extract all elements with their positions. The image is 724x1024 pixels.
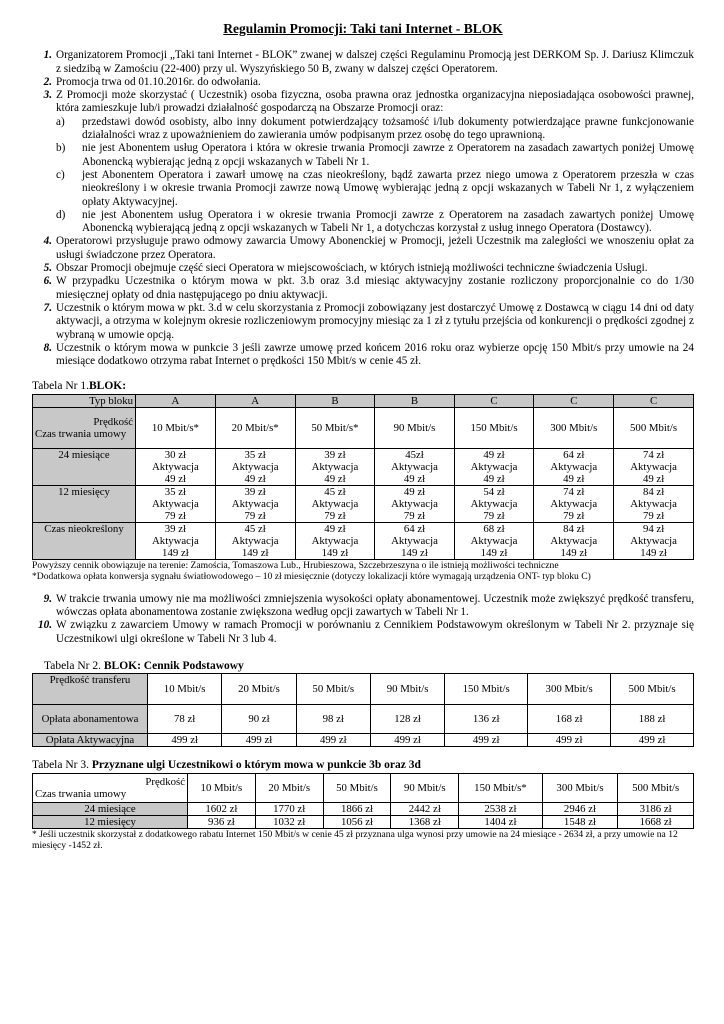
sub-item-letter: d) bbox=[56, 208, 66, 221]
value-cell: 136 zł bbox=[445, 705, 528, 734]
speed-cell: 50 Mbit/s bbox=[296, 674, 370, 705]
speed-cell: 90 Mbit/s bbox=[375, 407, 454, 448]
item-text: Promocja trwa od 01.10.2016r. do odwołania. bbox=[56, 75, 261, 88]
price-cell bbox=[215, 485, 295, 522]
item-text: W trakcie trwania umowy nie ma możliwości zmniejszenia wysokości opłaty abonamentowej. Uczestnik może zwiększyć prędkość transferu, wówczas opłata abonamentowa zostanie zwiększona według opcji zawartych w Tabeli Nr 1. bbox=[56, 592, 694, 619]
speed-cell: 20 Mbit/s bbox=[255, 773, 323, 802]
value-cell: 1668 zł bbox=[618, 815, 694, 828]
value-cell: 936 zł bbox=[188, 815, 256, 828]
header-corner-cell bbox=[33, 407, 136, 448]
price-cell bbox=[375, 485, 454, 522]
table-row bbox=[33, 705, 694, 734]
speed-cell: 20 Mbit/s bbox=[222, 674, 296, 705]
row-label-cell: Opłata Aktywacyjna bbox=[33, 734, 148, 747]
list-item bbox=[32, 302, 694, 342]
price-act: Aktywacja bbox=[391, 460, 438, 473]
price-fee: 149 zł bbox=[560, 546, 588, 559]
item-number: 4. bbox=[43, 235, 52, 248]
price-cell bbox=[614, 448, 694, 485]
sub-item-letter: b) bbox=[56, 142, 66, 155]
price-price: 49 zł bbox=[324, 522, 346, 535]
price-fee: 49 zł bbox=[642, 472, 665, 485]
table1-caption-bold: BLOK: bbox=[89, 380, 127, 393]
price-act: Aktywacja bbox=[550, 460, 598, 473]
price-cell bbox=[534, 522, 614, 559]
price-price: 39 zł bbox=[244, 485, 266, 498]
rules-sublist bbox=[32, 116, 694, 236]
price-cell bbox=[215, 522, 295, 559]
price-price: 64 zł bbox=[403, 522, 426, 535]
speed-cell: 500 Mbit/s bbox=[611, 674, 694, 705]
price-cell bbox=[295, 522, 375, 559]
price-cell bbox=[614, 522, 694, 559]
price-price: 45 zł bbox=[244, 522, 266, 535]
value-cell: 1032 zł bbox=[255, 815, 323, 828]
value-cell: 499 zł bbox=[222, 734, 296, 747]
price-price: 49 zł bbox=[483, 448, 505, 461]
speed-cell: 150 Mbit/s* bbox=[459, 773, 542, 802]
price-price: 74 zł bbox=[642, 448, 665, 461]
table-row bbox=[33, 773, 694, 802]
price-act: Aktywacja bbox=[470, 460, 518, 473]
value-cell: 499 zł bbox=[611, 734, 694, 747]
price-act: Aktywacja bbox=[550, 534, 598, 547]
price-act: Aktywacja bbox=[311, 497, 359, 510]
speed-cell: 50 Mbit/s* bbox=[295, 407, 375, 448]
speed-cell: 90 Mbit/s bbox=[391, 773, 459, 802]
price-fee: 49 zł bbox=[164, 472, 187, 485]
item-number: 7. bbox=[43, 301, 52, 314]
table3 bbox=[32, 773, 694, 829]
price-cell bbox=[295, 448, 375, 485]
row-label-cell: Czas nieokreślony bbox=[33, 522, 136, 559]
item-number: 8. bbox=[43, 341, 52, 354]
value-cell: 1548 zł bbox=[542, 815, 618, 828]
sub-item-text: jest Abonentem Operatora i zawarł umowę na czas nieokreślony, bądź zawarta przez niego umowa z Operatorem przeszła w czas nieokreślony i w okresie trwania Promocji zawrze nową Umowę wybierając jedną z opcji wskazanych w Tabeli Nr 1, z wyłączeniem opłaty Aktywacyjnej. bbox=[82, 168, 694, 208]
table3-note: * Jeśli uczestnik skorzystał z dodatkowego rabatu Internet 150 Mbit/s w cenie 45 zł przyznana ulga wynosi przy umowie na 24 miesiące - 2634 zł, a przy umowie na 12 miesięcy -1452 zł. bbox=[32, 828, 678, 851]
table3-caption-prefix: Tabela Nr 3. bbox=[32, 759, 92, 772]
price-price: 45 zł bbox=[324, 485, 346, 498]
price-act: Aktywacja bbox=[391, 497, 438, 510]
value-cell: 3186 zł bbox=[618, 802, 694, 815]
value-cell: 78 zł bbox=[148, 705, 222, 734]
speed-cell: 150 Mbit/s bbox=[445, 674, 528, 705]
sub-item bbox=[56, 116, 694, 143]
value-cell: 98 zł bbox=[296, 705, 370, 734]
value-cell: 1770 zł bbox=[255, 802, 323, 815]
price-price: 84 zł bbox=[642, 485, 665, 498]
row-label-cell: 24 miesiące bbox=[33, 802, 188, 815]
type-cell: B bbox=[295, 394, 375, 407]
list-item bbox=[32, 275, 694, 302]
price-act: Aktywacja bbox=[152, 497, 199, 510]
table1-note2: *Dodatkowa opłata konwersja sygnału światłowodowego – 10 zł miesięcznie (dotyczy lokalizacji które wymagają urządzenia ONT- typ bloku C) bbox=[32, 571, 591, 583]
value-cell: 90 zł bbox=[222, 705, 296, 734]
sub-item-text: nie jest Abonentem usług Operatora i w okresie trwania Promocji zawrze z Operatorem na zasadach zawartych poniżej Umowę Abonencką wybierającą jedną z opcji wskazanych w Tabeli Nr 1, a dotychczas korzystał z usług innego Operatora (Dostawcy). bbox=[82, 208, 694, 235]
table2-caption bbox=[32, 660, 694, 673]
price-cell bbox=[215, 448, 295, 485]
item-text: Operatorowi przysługuje prawo odmowy zawarcia Umowy Abonenckiej w Promocji, jeżeli Uczestnik ma zaległości we wnoszeniu opłat za usługi świadczone przez Operatora. bbox=[56, 235, 694, 261]
price-price: 35 zł bbox=[244, 448, 266, 461]
price-act: Aktywacja bbox=[152, 534, 199, 547]
value-cell: 499 zł bbox=[445, 734, 528, 747]
price-fee: 49 zł bbox=[324, 472, 346, 485]
price-act: Aktywacja bbox=[630, 497, 677, 510]
list-item bbox=[32, 342, 694, 369]
type-cell: A bbox=[136, 394, 216, 407]
table-row bbox=[33, 485, 694, 522]
list-item bbox=[32, 49, 694, 76]
table1-note1: Powyższy cennik obowiązuje na terenie: Zamościa, Tomaszowa Lub., Hrubieszowa, Szczebrzeszyna o ile istnieją możliwości techniczne bbox=[32, 559, 559, 571]
value-cell: 188 zł bbox=[611, 705, 694, 734]
price-act: Aktywacja bbox=[231, 460, 279, 473]
price-cell bbox=[295, 485, 375, 522]
sub-item-letter: a) bbox=[56, 115, 65, 128]
table-row bbox=[33, 674, 694, 705]
speed-cell: 300 Mbit/s bbox=[534, 407, 614, 448]
speed-cell: 150 Mbit/s bbox=[454, 407, 534, 448]
speed-cell: 500 Mbit/s bbox=[618, 773, 694, 802]
price-cell bbox=[375, 522, 454, 559]
speed-cell: 500 Mbit/s bbox=[614, 407, 694, 448]
table3-caption-bold: Przyznane ulgi Uczestnikowi o którym mowa w punkcie 3b oraz 3d bbox=[91, 759, 421, 772]
duration-label: Czas trwania umowy bbox=[35, 427, 127, 440]
price-cell bbox=[136, 522, 216, 559]
rules-list-2 bbox=[32, 235, 694, 368]
price-price: 39 zł bbox=[324, 448, 346, 461]
price-price: 84 zł bbox=[563, 522, 585, 535]
price-fee: 49 zł bbox=[483, 472, 505, 485]
value-cell: 499 zł bbox=[528, 734, 611, 747]
speed-cell: 10 Mbit/s bbox=[148, 674, 222, 705]
price-cell bbox=[375, 448, 454, 485]
item-number: 9. bbox=[43, 592, 52, 605]
price-act: Aktywacja bbox=[630, 534, 677, 547]
price-cell bbox=[454, 448, 534, 485]
table-row bbox=[33, 407, 694, 448]
price-price: 39 zł bbox=[164, 522, 187, 535]
item-text: Z Promocji może skorzystać ( Uczestnik) osoba fizyczna, osoba prawna oraz jednostka organizacyjna nieposiadająca osobowości prawnej, która zamieszkuje lub/i prowadzi działalność gospodarczą na Obszarze Promocji oraz: bbox=[56, 89, 694, 115]
type-cell: C bbox=[614, 394, 694, 407]
price-price: 54 zł bbox=[483, 485, 505, 498]
price-fee: 79 zł bbox=[164, 509, 187, 522]
value-cell: 128 zł bbox=[370, 705, 444, 734]
price-cell bbox=[454, 485, 534, 522]
value-cell: 2946 zł bbox=[542, 802, 618, 815]
item-number: 5. bbox=[43, 262, 52, 275]
type-cell: A bbox=[215, 394, 295, 407]
price-act: Aktywacja bbox=[231, 497, 279, 510]
price-fee: 149 zł bbox=[480, 546, 508, 559]
type-cell: C bbox=[454, 394, 534, 407]
item-text: Uczestnik o którym mowa w pkt. 3.d w celu skorzystania z Promocji zobowiązany jest dostarczyć Umowę z Dostawcą w ciągu 14 dni od daty aktywacji, a otrzyma w kolejnym okresie rozliczeniowym promocyjny miesiąc za 1 zł z tytułu przejścia od konkurencji o prędkości zgodnej z wybraną w umowie opcją. bbox=[56, 301, 694, 341]
speed-label: Prędkość bbox=[145, 775, 185, 788]
price-fee: 49 zł bbox=[563, 472, 585, 485]
price-price: 49 zł bbox=[403, 485, 426, 498]
price-fee: 149 zł bbox=[241, 546, 269, 559]
table2 bbox=[32, 673, 694, 747]
type-label-cell: Typ bloku bbox=[33, 394, 136, 407]
item-number: 2. bbox=[43, 75, 52, 88]
price-act: Aktywacja bbox=[231, 534, 279, 547]
item-number: 10. bbox=[38, 619, 52, 632]
price-price: 45zł bbox=[405, 448, 424, 461]
speed-label: Prędkość bbox=[93, 415, 133, 428]
price-fee: 79 zł bbox=[483, 509, 505, 522]
speed-label-cell: Prędkość transferu bbox=[33, 674, 148, 705]
price-fee: 149 zł bbox=[162, 546, 189, 559]
row-label-cell: Opłata abonamentowa bbox=[33, 705, 148, 734]
price-price: 64 zł bbox=[563, 448, 585, 461]
price-cell bbox=[454, 522, 534, 559]
list-item bbox=[32, 89, 694, 116]
table-row bbox=[33, 734, 694, 747]
type-cell: C bbox=[534, 394, 614, 407]
table1-caption bbox=[32, 380, 694, 393]
price-act: Aktywacja bbox=[311, 460, 359, 473]
speed-cell: 10 Mbit/s bbox=[188, 773, 256, 802]
duration-label: Czas trwania umowy bbox=[35, 787, 127, 800]
price-fee: 149 zł bbox=[640, 546, 667, 559]
table3-caption bbox=[32, 759, 694, 772]
table2-caption-bold: BLOK: Cennik Podstawowy bbox=[103, 659, 244, 672]
list-item bbox=[32, 76, 694, 89]
value-cell: 1056 zł bbox=[323, 815, 391, 828]
price-fee: 79 zł bbox=[403, 509, 426, 522]
value-cell: 2442 zł bbox=[391, 802, 459, 815]
price-cell bbox=[614, 485, 694, 522]
row-label-cell: 12 miesięcy bbox=[33, 485, 136, 522]
speed-cell: 90 Mbit/s bbox=[370, 674, 444, 705]
price-act: Aktywacja bbox=[152, 460, 199, 473]
item-number: 1. bbox=[43, 49, 52, 62]
sub-item-text: nie jest Abonentem usług Operatora i która w okresie trwania Promocji zawrze z Operatorem na zasadach zawartych poniżej Umowę Abonencką wybierając jedną z opcji wskazanych w Tabeli Nr 1. bbox=[82, 142, 694, 168]
price-fee: 149 zł bbox=[401, 546, 428, 559]
price-act: Aktywacja bbox=[391, 534, 438, 547]
value-cell: 499 zł bbox=[296, 734, 370, 747]
rules-list-3 bbox=[32, 593, 694, 646]
price-act: Aktywacja bbox=[311, 534, 359, 547]
item-text: W związku z zawarciem Umowy w ramach Promocji w porównaniu z Cennikiem Podstawowym określonym w Tabeli Nr 2. przyznaje się Uczestnikowi ulgi określone w Tabeli Nr 3 lub 4. bbox=[56, 619, 694, 645]
price-fee: 79 zł bbox=[244, 509, 266, 522]
list-item bbox=[32, 235, 694, 262]
speed-cell: 10 Mbit/s* bbox=[136, 407, 216, 448]
sub-item-text: przedstawi dowód osobisty, albo inny dokument potwierdzający tożsamość i/lub dokumenty potwierdzające prawne funkcjonowanie działalności wraz z upoważnieniem do zawierania umów podpisanym przez osobę do tego uprawnioną. bbox=[82, 115, 694, 142]
value-cell: 168 zł bbox=[528, 705, 611, 734]
page-title: Regulamin Promocji: Taki tani Internet - BLOK bbox=[223, 21, 503, 36]
sub-item bbox=[56, 169, 694, 209]
table1-caption-prefix: Tabela Nr 1. bbox=[32, 380, 89, 393]
price-price: 68 zł bbox=[483, 522, 505, 535]
price-cell bbox=[534, 485, 614, 522]
speed-cell: 20 Mbit/s* bbox=[215, 407, 295, 448]
value-cell: 499 zł bbox=[148, 734, 222, 747]
value-cell: 1602 zł bbox=[188, 802, 256, 815]
item-text: Uczestnik o którym mowa w punkcie 3 jeśli zawrze umowę przed końcem 2016 roku oraz wybierze opcję 150 Mbit/s przy umowie na 24 miesiące dodatkowo otrzyma rabat Internet o prędkości 150 Mbit/s w cenie 45 zł. bbox=[56, 341, 694, 368]
row-label-cell: 24 miesiące bbox=[33, 448, 136, 485]
price-fee: 79 zł bbox=[642, 509, 665, 522]
price-fee: 79 zł bbox=[563, 509, 585, 522]
value-cell: 1866 zł bbox=[323, 802, 391, 815]
price-fee: 49 zł bbox=[244, 472, 266, 485]
row-label-cell: 12 miesięcy bbox=[33, 815, 188, 828]
value-cell: 2538 zł bbox=[459, 802, 542, 815]
price-cell bbox=[136, 485, 216, 522]
price-fee: 49 zł bbox=[403, 472, 426, 485]
price-act: Aktywacja bbox=[470, 497, 518, 510]
price-act: Aktywacja bbox=[470, 534, 518, 547]
item-text: W przypadku Uczestnika o którym mowa w pkt. 3.b oraz 3.d miesiąc aktywacyjny zostanie rozliczony proporcjonalnie co do 1/30 miesięcznej opłaty od dnia następującego po dniu aktywacji. bbox=[56, 275, 694, 301]
price-fee: 149 zł bbox=[321, 546, 349, 559]
sub-item bbox=[56, 142, 694, 169]
table-row bbox=[33, 448, 694, 485]
speed-cell: 300 Mbit/s bbox=[542, 773, 618, 802]
value-cell: 1368 zł bbox=[391, 815, 459, 828]
table-row bbox=[33, 394, 694, 407]
table1 bbox=[32, 394, 694, 560]
sub-item-letter: c) bbox=[56, 168, 65, 181]
speed-cell: 50 Mbit/s bbox=[323, 773, 391, 802]
price-price: 74 zł bbox=[563, 485, 585, 498]
table-row bbox=[33, 802, 694, 815]
list-item bbox=[32, 593, 694, 620]
value-cell: 499 zł bbox=[370, 734, 444, 747]
item-number: 6. bbox=[43, 275, 52, 288]
price-cell bbox=[136, 448, 216, 485]
price-act: Aktywacja bbox=[550, 497, 598, 510]
value-cell: 1404 zł bbox=[459, 815, 542, 828]
price-cell bbox=[534, 448, 614, 485]
list-item bbox=[32, 619, 694, 646]
type-cell: B bbox=[375, 394, 454, 407]
item-text: Obszar Promocji obejmuje część sieci Operatora w miejscowościach, w których istnieją możliwości techniczne świadczenia Usługi. bbox=[56, 262, 648, 275]
table2-caption-prefix: Tabela Nr 2. bbox=[44, 659, 104, 672]
list-item bbox=[32, 262, 694, 275]
price-act: Aktywacja bbox=[630, 460, 677, 473]
price-price: 30 zł bbox=[164, 448, 187, 461]
item-number: 3. bbox=[43, 89, 52, 102]
price-price: 35 zł bbox=[164, 485, 187, 498]
price-fee: 79 zł bbox=[324, 509, 346, 522]
price-price: 94 zł bbox=[642, 522, 665, 535]
table-row bbox=[33, 815, 694, 828]
speed-cell: 300 Mbit/s bbox=[528, 674, 611, 705]
sub-item bbox=[56, 209, 694, 236]
rules-list-1 bbox=[32, 49, 694, 115]
header-corner-cell bbox=[33, 773, 188, 802]
item-text: Organizatorem Promocji „Taki tani Internet - BLOK” zwanej w dalszej części Regulaminu Promocją jest DERKOM Sp. J. Dariusz Klimczuk z siedzibą w Zamościu (22-400) przy ul. Wyszyńskiego 50 B, zwany w dalszej części Operatorem. bbox=[56, 49, 694, 75]
table-row bbox=[33, 522, 694, 559]
